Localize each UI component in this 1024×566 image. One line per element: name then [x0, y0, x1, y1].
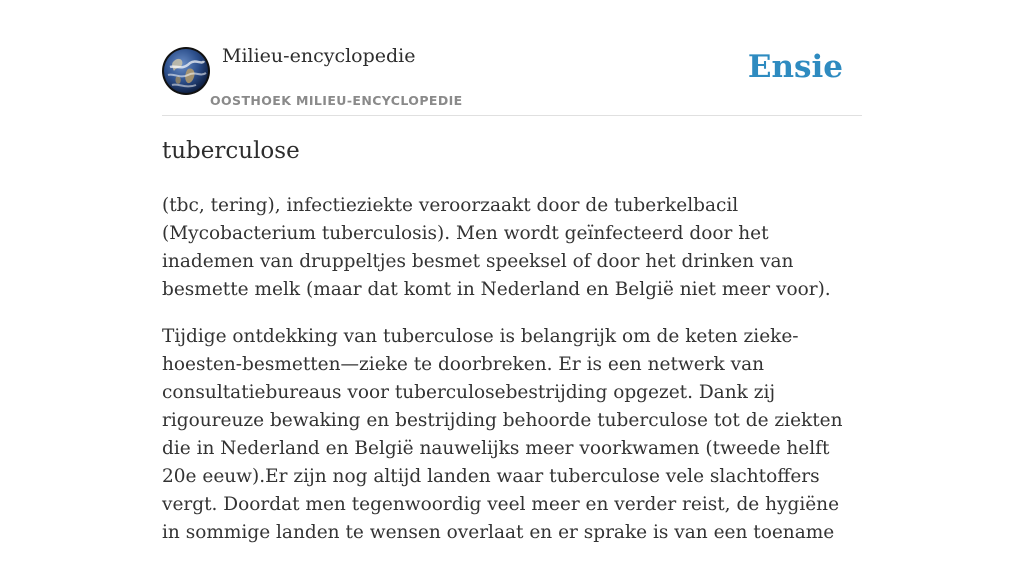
- article-paragraph: (tbc, tering), infectieziekte veroorzaakt door de tuberkelbacil (Mycobacterium tuberculosis). Men wordt geïnfecteerd door het inademen van druppeltjes besmet speeksel of door het drinken van besmette melk (maar dat komt in Nederland en België niet meer voor).: [162, 195, 831, 300]
- article-paragraph: Tijdige ontdekking van tuberculose is belangrijk om de keten zieke-hoesten-besmetten—zieke te doorbreken. Er is een netwerk van consultatiebureaus voor tuberculosebestrijding opgezet. Dank zij rigoureuze bewaking en bestrijding behoorde tuberculose tot de ziekten die in Nederland en België nauwelijks meer voorkwamen (tweede helft 20e eeuw).Er zijn nog altijd landen waar tuberculose vele slachtoffers vergt. Doordat men tegenwoordig veel meer en verder reist, de hygiëne in sommige landen te wensen overlaat en er sprake is van een toename: [162, 326, 843, 543]
- article-body: [162, 192, 862, 566]
- site-subtitle[interactable]: OOSTHOEK MILIEU-ENCYCLOPEDIE: [210, 93, 463, 108]
- page-title: tuberculose: [162, 138, 300, 164]
- site-header: [162, 0, 862, 116]
- ensie-brand-logo[interactable]: Ensie: [747, 49, 843, 85]
- page: [162, 0, 862, 543]
- site-title[interactable]: Milieu-encyclopedie: [222, 45, 416, 67]
- earth-globe-icon[interactable]: [162, 47, 210, 95]
